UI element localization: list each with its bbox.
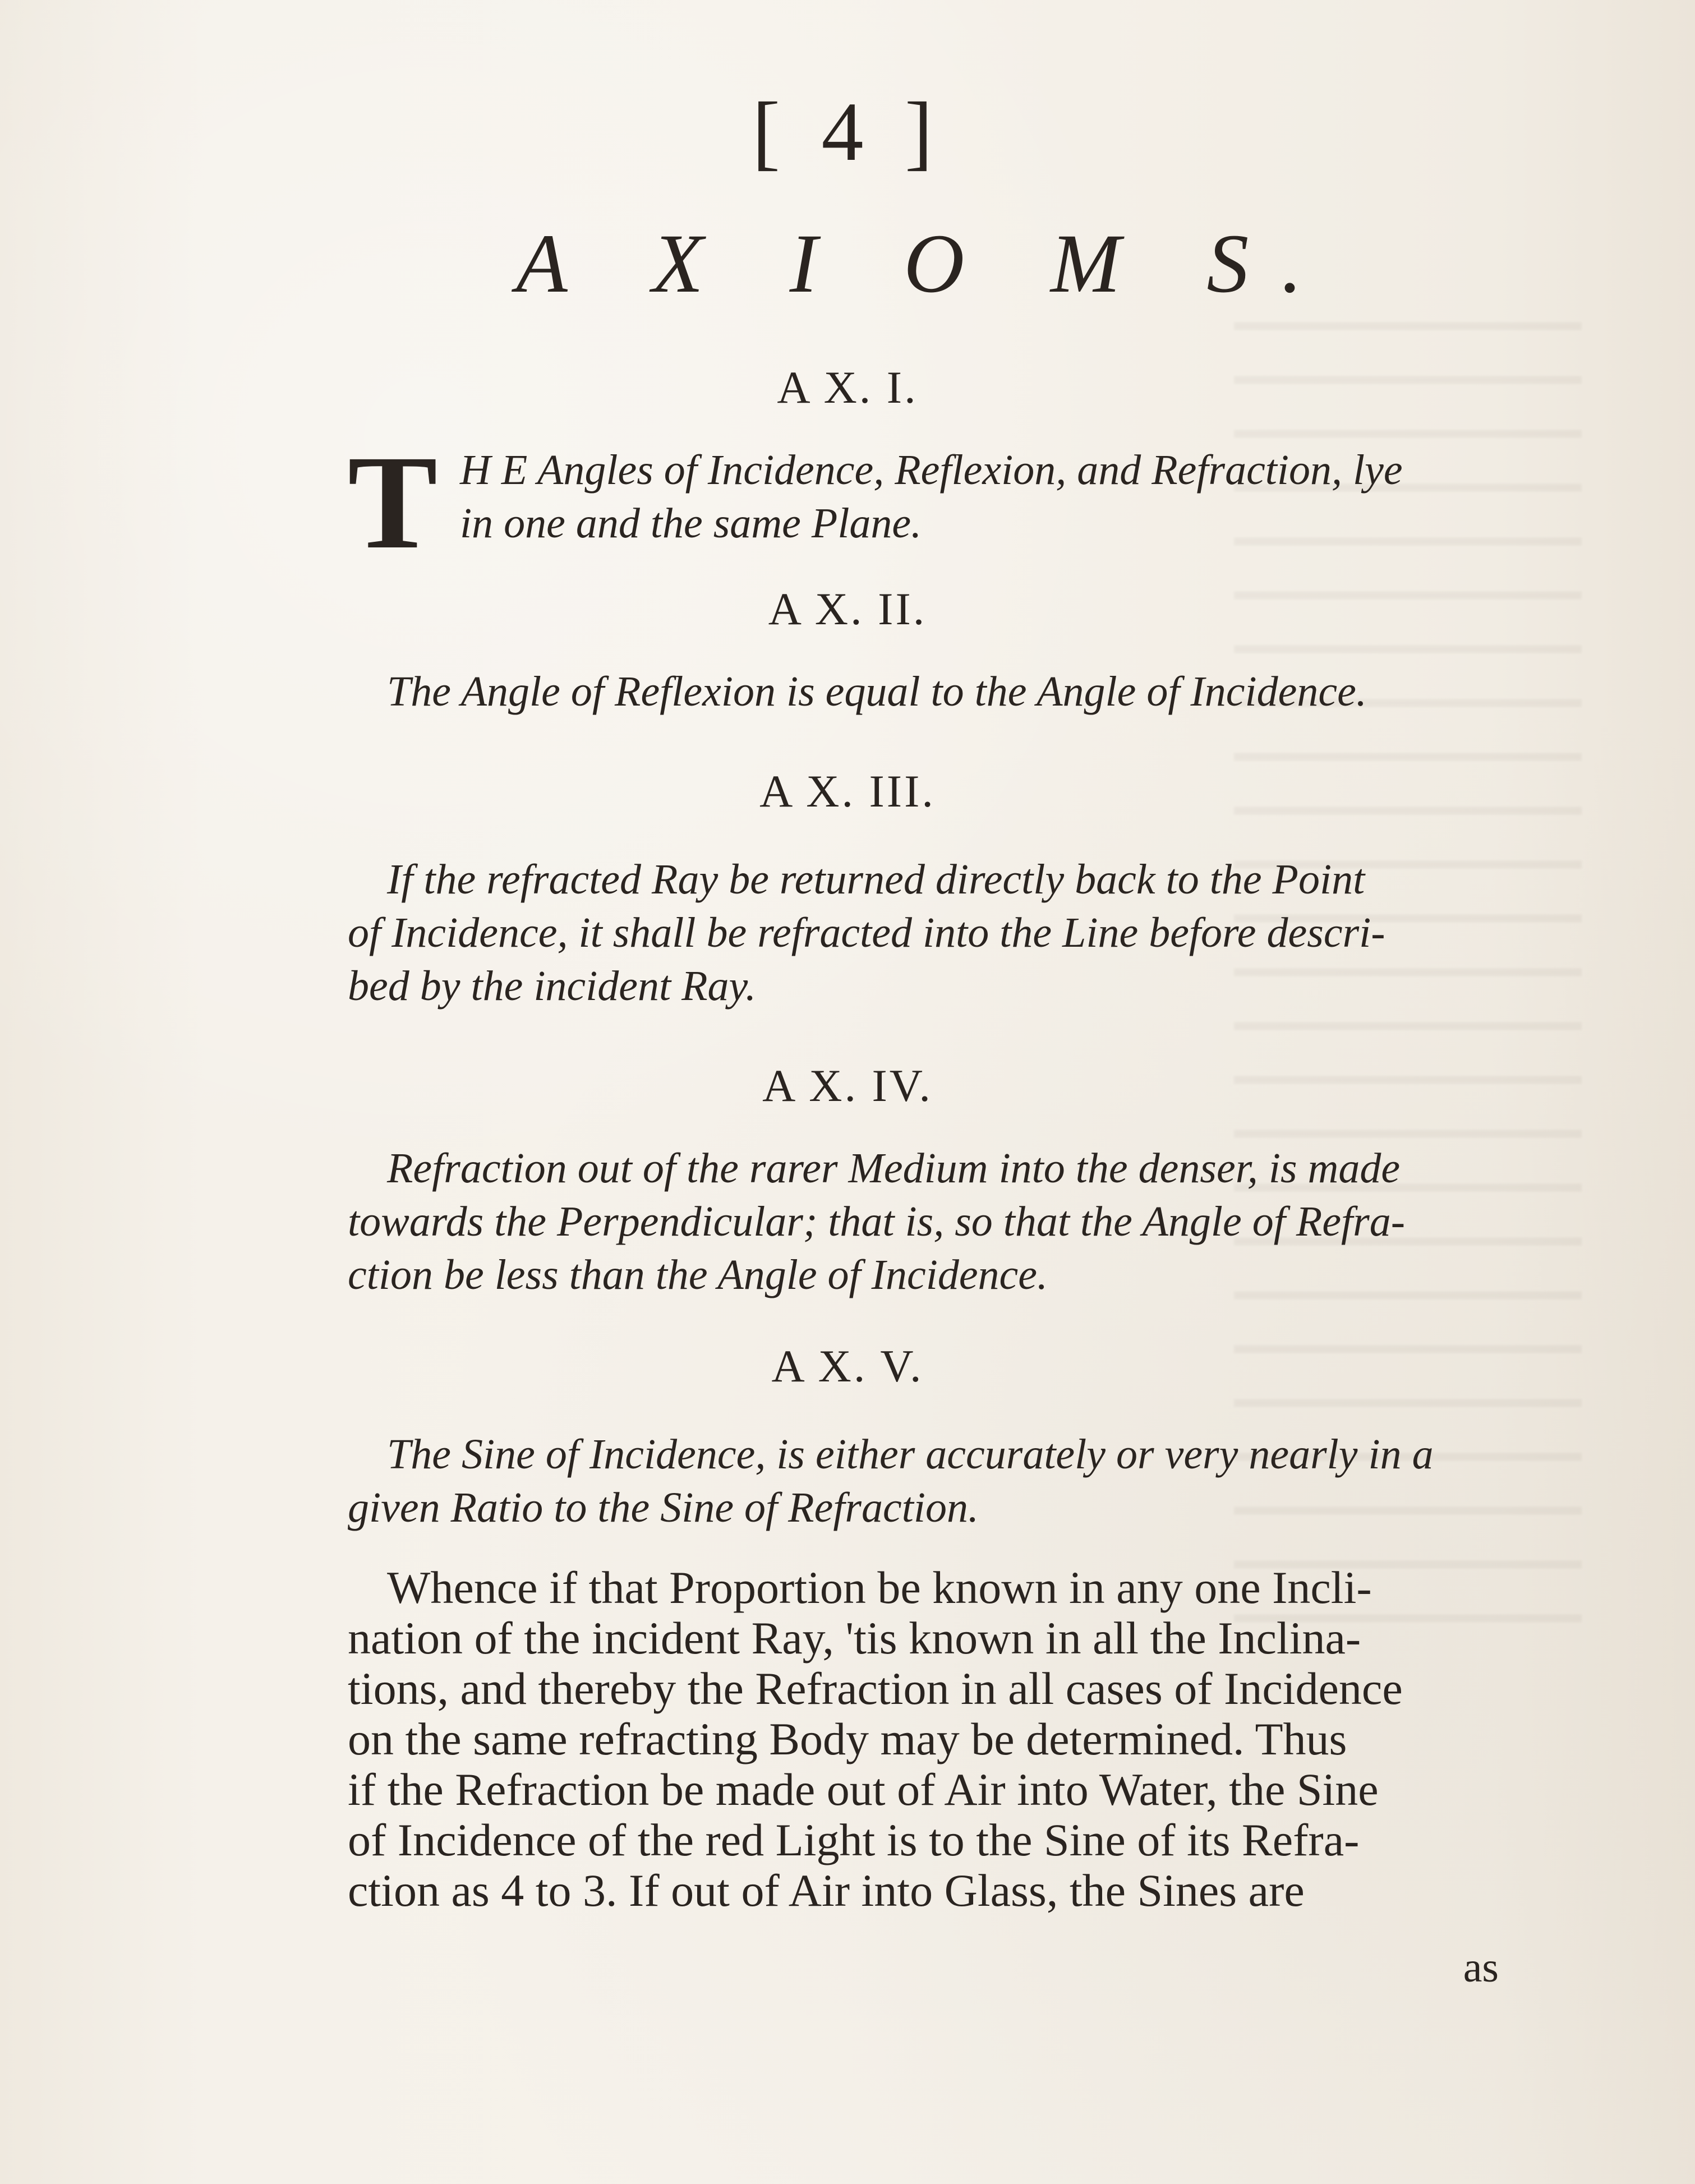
- axiom-1-drop-cap: T: [348, 427, 438, 577]
- axiom-4-line-2: towards the Perpendicular; that is, so that the Angle of Refra-: [348, 1198, 1406, 1245]
- axiom-4-line-3: ction be less than the Angle of Incidence.: [348, 1251, 1048, 1298]
- page-number: [ 4 ]: [752, 85, 943, 178]
- axiom-1-heading: A X. I.: [777, 362, 918, 413]
- body-line-3: tions, and thereby the Refraction in all cases of Incidence: [348, 1663, 1403, 1714]
- axiom-3-line-2: of Incidence, it shall be refracted into the Line before descri-: [348, 909, 1385, 956]
- axiom-5-line-1: The Sine of Incidence, is either accurately or very nearly in a: [387, 1431, 1434, 1478]
- page-title: A X I O M S.: [516, 217, 1335, 310]
- body-line-5: if the Refraction be made out of Air into Water, the Sine: [348, 1764, 1379, 1815]
- catchword: as: [1463, 1944, 1499, 1991]
- axiom-3-line-1: If the refracted Ray be returned directly back to the Point: [387, 856, 1365, 903]
- axiom-4-heading: A X. IV.: [762, 1060, 933, 1111]
- body-line-2: nation of the incident Ray, 'tis known in all the Inclina-: [348, 1612, 1361, 1664]
- axiom-1-line-2: in one and the same Plane.: [460, 500, 922, 547]
- body-line-1: Whence if that Proportion be known in any one Incli-: [387, 1562, 1372, 1613]
- body-line-6: of Incidence of the red Light is to the Sine of its Refra-: [348, 1814, 1360, 1865]
- axiom-3-heading: A X. III.: [759, 766, 936, 817]
- axiom-4-line-1: Refraction out of the rarer Medium into the denser, is made: [387, 1145, 1401, 1192]
- axiom-2-heading: A X. II.: [768, 583, 927, 634]
- axiom-5-line-2: given Ratio to the Sine of Refraction.: [348, 1484, 979, 1531]
- axiom-1-line-1: H E Angles of Incidence, Reflexion, and Refraction, lye: [460, 446, 1403, 494]
- axiom-3-line-3: bed by the incident Ray.: [348, 962, 757, 1010]
- axiom-5-heading: A X. V.: [771, 1340, 924, 1392]
- body-line-4: on the same refracting Body may be determined. Thus: [348, 1713, 1347, 1764]
- axiom-2-line-1: The Angle of Reflexion is equal to the Angle of Incidence.: [387, 668, 1367, 715]
- body-line-7: ction as 4 to 3. If out of Air into Glass, the Sines are: [348, 1865, 1305, 1916]
